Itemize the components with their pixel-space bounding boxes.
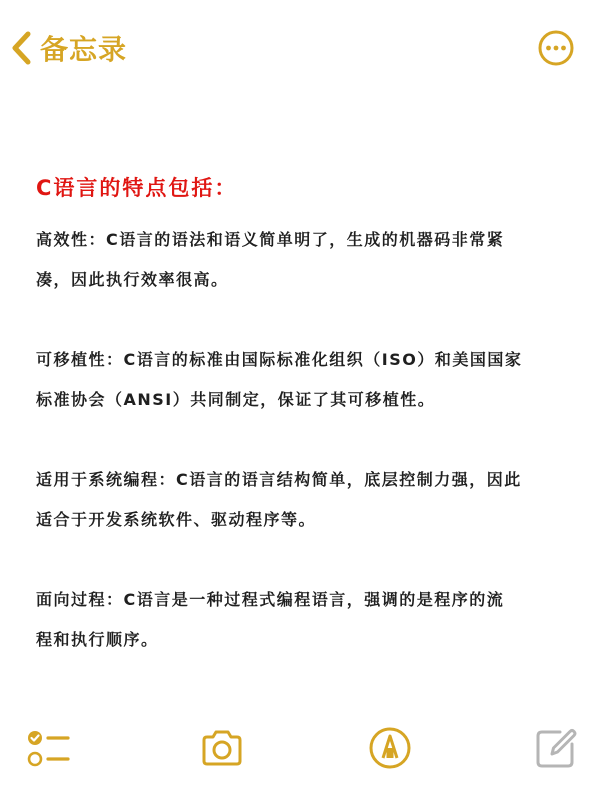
paragraph-line: 适合于开发系统软件、驱动程序等。 [36, 510, 317, 529]
camera-button[interactable] [198, 724, 246, 772]
ellipsis-circle-icon [538, 30, 574, 66]
note-title: C语言的特点包括： [36, 176, 238, 200]
note-paragraph [36, 340, 566, 420]
note-body[interactable] [36, 172, 566, 660]
note-paragraph [36, 460, 566, 540]
chevron-left-icon [10, 30, 32, 66]
paragraph-line: 程和执行顺序。 [36, 630, 159, 649]
markup-pen-icon [366, 724, 414, 772]
back-button[interactable] [10, 26, 127, 70]
note-paragraph [36, 220, 566, 300]
markup-button[interactable] [366, 724, 414, 772]
camera-icon [198, 724, 246, 772]
paragraph-spacer [36, 420, 566, 460]
bottom-toolbar [0, 700, 600, 800]
paragraph-line: 高效性：C语言的语法和语义简单明了，生成的机器码非常紧 [36, 230, 505, 249]
paragraph-line: 可移植性：C语言的标准由国际标准化组织（ISO）和美国国家 [36, 350, 523, 369]
back-label: 备忘录 [40, 33, 128, 66]
navigation-bar [0, 0, 600, 96]
compose-icon [532, 724, 580, 772]
note-paragraph [36, 580, 566, 660]
paragraph-line: 标准协会（ANSI）共同制定，保证了其可移植性。 [36, 390, 436, 409]
checklist-button[interactable] [24, 724, 72, 772]
paragraph-line: 凑，因此执行效率很高。 [36, 270, 229, 289]
paragraph-line: 面向过程：C语言是一种过程式编程语言，强调的是程序的流 [36, 590, 505, 609]
paragraph-spacer [36, 300, 566, 340]
checklist-icon [24, 724, 72, 772]
compose-button[interactable] [532, 724, 580, 772]
paragraph-spacer [36, 540, 566, 580]
more-options-button[interactable] [538, 30, 574, 66]
paragraph-line: 适用于系统编程：C语言的语言结构简单，底层控制力强，因此 [36, 470, 522, 489]
